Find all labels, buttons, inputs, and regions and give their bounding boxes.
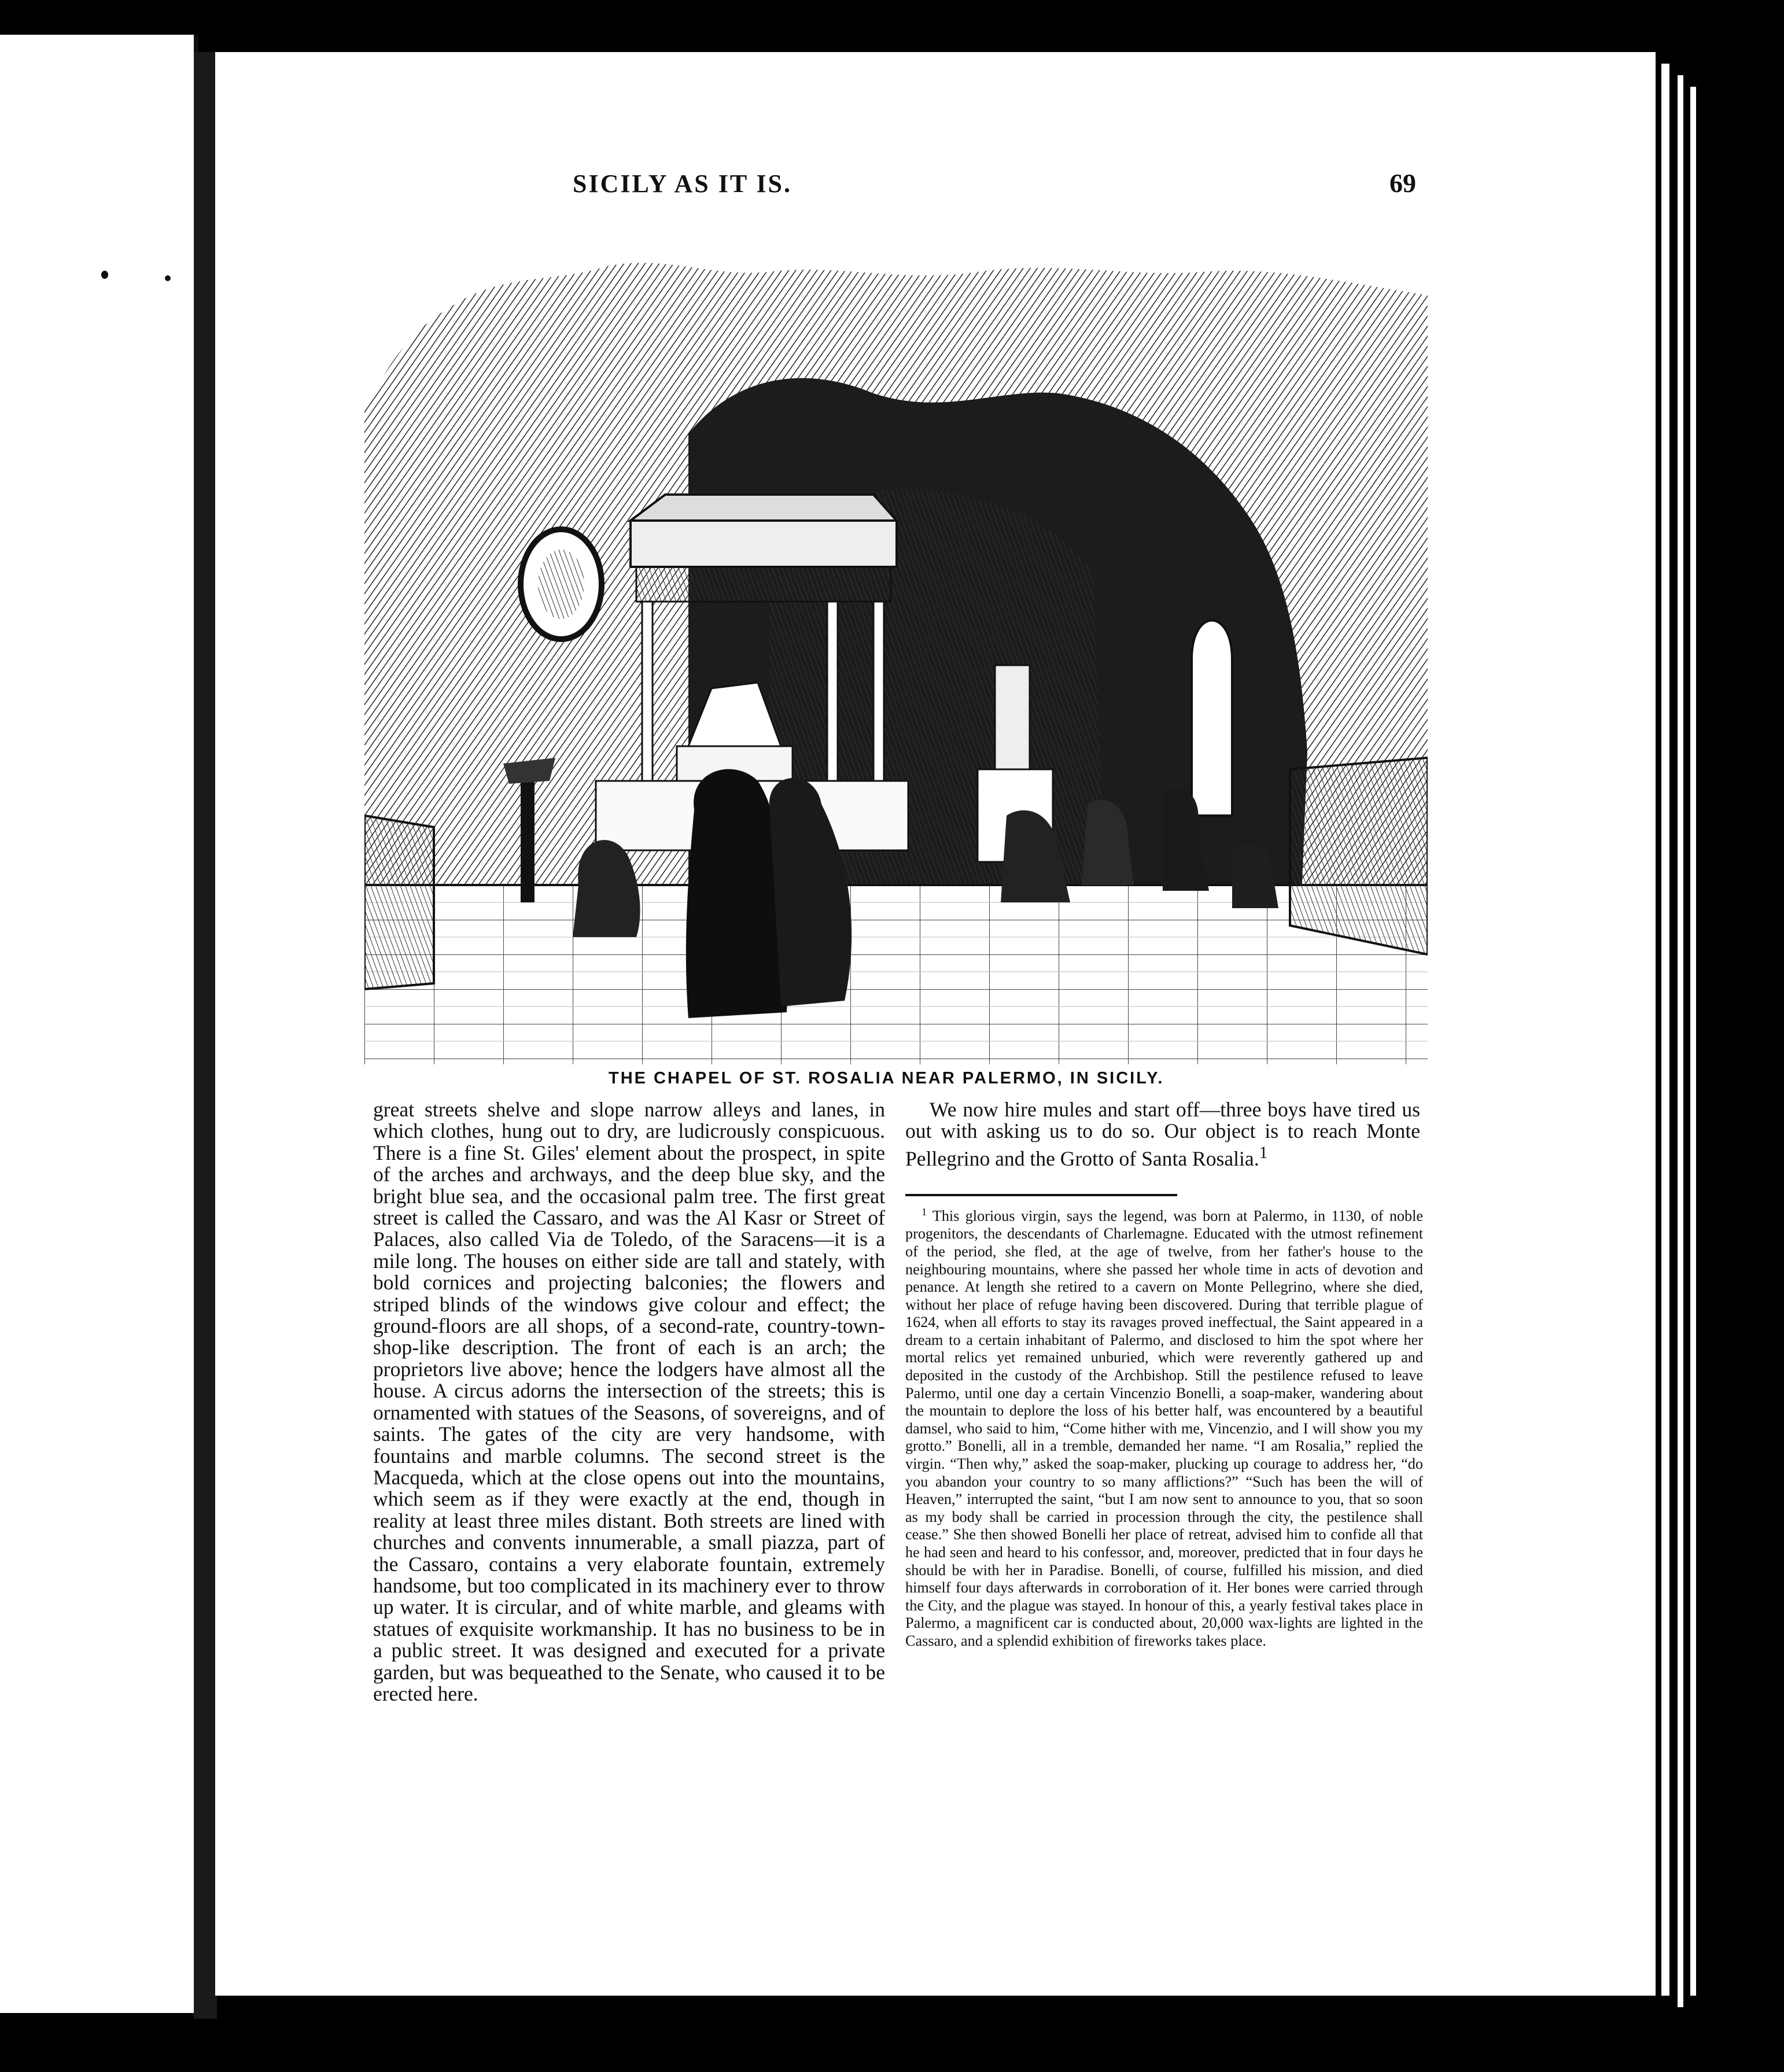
- body-paragraph: great streets shelve and slope narrow alleys and lanes, in which clothes, hung out to dry, are ludicrously conspicuous. There is a fine St. Giles' element about the prospect, in spite of the arches and archways, and the deep blue sky, and the bright blue sea, and the occasional palm tree. The first great street is called the Cassaro, and was the Al Kasr or Street of Palaces, also called Via de Toledo, of the Saracens—it is a mile long. The houses on either side are tall and stately, with bold cornices and projecting balconies; the flowers and striped blinds of the windows give colour and effect; the ground-floors are all shops, of a second-rate, country-town-shop-like description. The front of each is an arch; the proprietors live above; hence the lodgers have almost all the house. A circus adorns the intersection of the streets; this is ornamented with statues of the Seasons, of sovereigns, and of saints. The gates of the city are very handsome, with fountains and marble columns. The second street is the Macqueda, which at the close opens out into the mountains, which seem as if they were exactly at the end, though in reality at least three miles distant. Both streets are lined with churches and convents innumerable, a small piazza, part of the Cassaro, contains a very elaborate fountain, extremely handsome, but too complicated in its machinery ever to throw up water. It is circular, and of white marble, and gleams with statues of exquisite workmanship. It has no business to be in a public street. It was designed and executed for a private garden, but was bequeathed to the Senate, who caused it to be erected here.: [373, 1098, 885, 1705]
- footnote-paragraph: [905, 1203, 1423, 1650]
- ink-dot: [101, 271, 108, 279]
- body-paragraph: [905, 1099, 1420, 1170]
- footnote-reference: 1: [1259, 1143, 1268, 1162]
- page-gutter: [194, 52, 217, 2019]
- footnote: [905, 1203, 1423, 1650]
- paragraph-text: We now hire mules and start off—three boys have tired us out with asking us to do so. Our object is to reach Monte Pellegrino and the Grotto of Santa Rosalia.: [905, 1098, 1420, 1170]
- body-text-right-column: [905, 1099, 1420, 1170]
- left-page-fragment: [0, 35, 198, 2013]
- page-edge: [1690, 87, 1696, 1996]
- ink-dot: [165, 275, 171, 281]
- engraving-drawing: [364, 260, 1428, 1064]
- illustration-caption: THE CHAPEL OF ST. ROSALIA NEAR PALERMO, IN SICILY.: [609, 1069, 1164, 1087]
- footnote-rule: [905, 1194, 1177, 1196]
- page-number: 69: [1389, 168, 1416, 198]
- page-edge: [1661, 64, 1669, 1996]
- body-text-left-column: [373, 1099, 885, 1705]
- footnote-text: This glorious virgin, says the legend, was born at Palermo, in 1130, of noble progenitors, the descendants of Charlemagne. Educated with the utmost refinement of the period, she fled, at the age of twelve, from her father's house to the neighbouring mountains, where she passed her whole time in acts of devotion and penance. At length she retired to a cavern on Monte Pellegrino, where she died, without her place of refuge having been discovered. During that terrible plague of 1624, when all efforts to stay its ravages proved ineffectual, the Saint appeared in a dream to a certain inhabitant of Palermo, and disclosed to him the spot where her mortal relics yet remained unburied, which were reverently gathered up and deposited in the custody of the Archbishop. Still the pestilence refused to leave Palermo, until one day a certain Vincenzio Bonelli, a soap-maker, wandering about the mountain to deplore the loss of his better half, was encountered by a beautiful damsel, who said to him, “Come hither with me, Vincenzio, and I will show you my grotto.” Bonelli, all in a tremble, demanded her name. “I am Rosalia,” replied the virgin. “Then why,” asked the soap-maker, plucking up courage to address her, “do you abandon your country to so many afflictions?” “Such has been the will of Heaven,” interrupted the saint, “but I am now sent to announce to you, that so soon as my body shall be carried in procession through the city, the pestilence shall cease.” She then showed Bonelli her place of retreat, advised him to confide all that he had seen and heard to his confessor, and, moreover, predicted that in four days he should be with her in Paradise. Bonelli, of course, fulfilled his mission, and died himself four days afterwards in corroboration of it. Her bones were carried through the City, and the plague was stayed. In honour of this, a yearly festival takes place in Palermo, a magnificent car is conducted about, 20,000 wax-lights are lighted in the Cassaro, and a splendid exhibition of fireworks takes place.: [905, 1207, 1423, 1649]
- page-edge: [1678, 75, 1683, 2007]
- running-head: SICILY AS IT IS.: [573, 169, 793, 198]
- chapel-engraving: [364, 260, 1428, 1064]
- footnote-marker: 1: [922, 1206, 927, 1218]
